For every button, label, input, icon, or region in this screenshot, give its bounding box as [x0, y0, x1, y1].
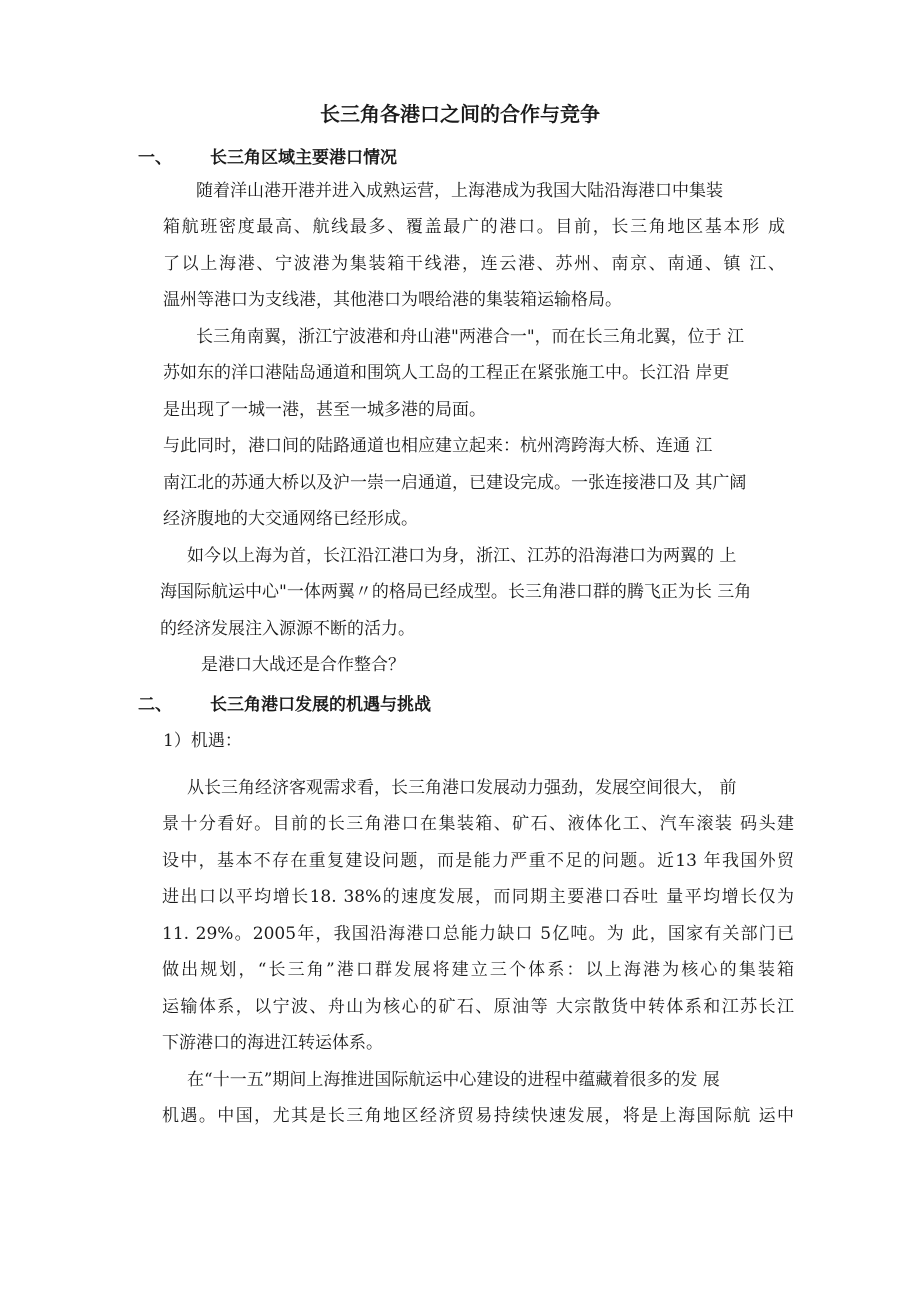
s2-p2-line-1: 在“十一五”期间上海推进国际航运中心建设的进程中蕴藏着很多的发 展	[187, 1070, 720, 1090]
s2-p1-line-8: 下游港口的海进江转运体系。	[162, 1033, 383, 1053]
s1-p2-line-2: 苏如东的洋口港陆岛通道和围筑人工岛的工程正在紧张施工中。长江沿 岸更	[163, 363, 730, 383]
s1-p2-line-3: 是出现了一城一港，甚至一城多港的局面。	[163, 400, 486, 420]
s2-subheading: 1）机遇：	[163, 731, 242, 751]
s2-p1-line-5: 11. 29%。2005年，我国沿海港口总能力缺口 5亿吨。为 此，国家有关部门已	[162, 924, 794, 944]
s2-p1-line-7: 运输体系，以宁波、舟山为核心的矿石、原油等 大宗散货中转体系和江苏长江	[162, 997, 794, 1017]
s2-p1-line-1: 从长三角经济客观需求看，长三角港口发展动力强劲，发展空间很大， 前	[187, 778, 737, 798]
s1-p3-line-2: 南江北的苏通大桥以及沪一崇一启通道，已建设完成。一张连接港口及 其广阔	[163, 473, 747, 493]
section-2-title: 长三角港口发展的机遇与挑战	[210, 695, 431, 715]
s1-p5: 是港口大战还是合作整合？	[201, 655, 405, 675]
s1-p4-line-2: 海国际航运中心"一体两翼〃的格局已经成型。长三角港口群的腾飞正为长 三角	[160, 582, 752, 602]
s1-p4-line-1: 如今以上海为首，长江沿江港口为身，浙江、江苏的沿海港口为两翼的 上	[187, 546, 737, 566]
section-1-number: 一、	[138, 148, 172, 168]
s1-p1-line-1: 随着洋山港开港并进入成熟运营，上海港成为我国大陆沿海港口中集装	[196, 181, 723, 201]
document-title: 长三角各港口之间的合作与竞争	[320, 102, 600, 126]
s1-p1-line-3: 了以上海港、宁波港为集装箱干线港，连云港、苏州、南京、南通、镇 江、	[163, 254, 785, 274]
s1-p1-line-2: 箱航班密度最高、航线最多、覆盖最广的港口。目前，长三角地区基本形 成	[163, 217, 785, 237]
s1-p3-line-1: 与此同时，港口间的陆路通道也相应建立起来：杭州湾跨海大桥、连通 江	[163, 436, 713, 456]
s1-p2-line-1: 长三角南翼，浙江宁波港和舟山港"两港合一"，而在长三角北翼，位于 江	[196, 327, 745, 347]
section-2-number: 二、	[138, 695, 172, 715]
s2-p1-line-6: 做出规划，“长三角”港口群发展将建立三个体系：以上海港为核心的集装箱	[162, 960, 794, 980]
s2-p1-line-4: 进出口以平均增长18. 38%的速度发展，而同期主要港口吞吐 量平均增长仅为	[162, 887, 794, 907]
s1-p4-line-3: 的经济发展注入源源不断的活力。	[160, 619, 415, 639]
s2-p1-line-3: 设中，基本不存在重复建设问题，而是能力严重不足的问题。近13 年我国外贸	[162, 851, 794, 871]
section-1-title: 长三角区域主要港口情况	[210, 148, 397, 168]
s1-p1-line-4: 温州等港口为支线港，其他港口为喂给港的集装箱运输格局。	[163, 290, 622, 310]
s2-p1-line-2: 景十分看好。目前的长三角港口在集装箱、矿石、液体化工、汽车滚装 码头建	[162, 814, 794, 834]
s2-p2-line-2: 机遇。中国，尤其是长三角地区经济贸易持续快速发展，将是上海国际航 运中	[162, 1106, 794, 1126]
s1-p3-line-3: 经济腹地的大交通网络已经形成。	[163, 509, 418, 529]
